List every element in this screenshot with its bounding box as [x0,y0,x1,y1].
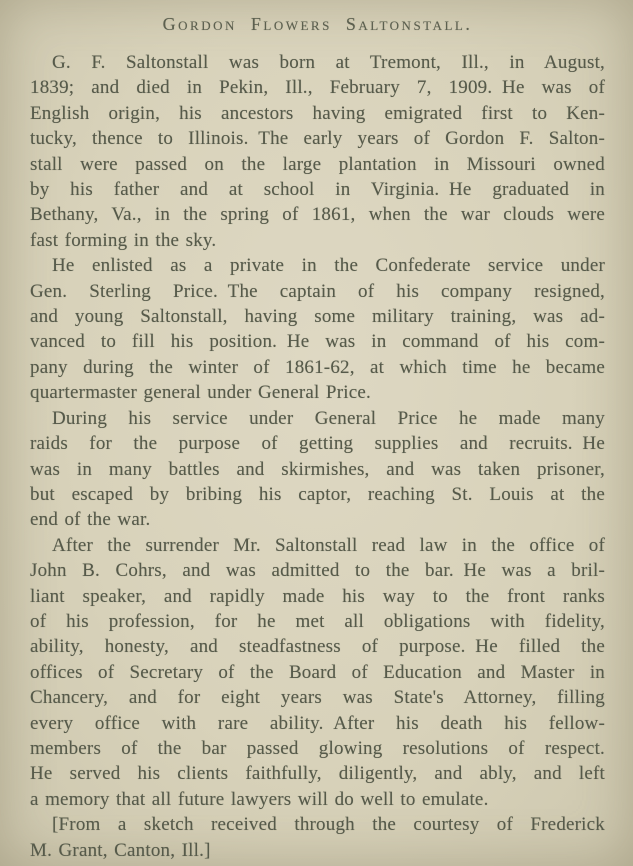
text-line: liant speaker, and rapidly made his way to the front ranks [30,585,605,607]
text-line: He served his clients faithfully, diligently, and ably, and left [30,763,605,785]
text-line: tucky, thence to Illinois. The early years of Gordon F. Salton- [30,128,605,150]
text-line: [From a sketch received through the courtesy of Frederick [52,814,605,836]
text-line: offices of Secretary of the Board of Education and Master in [30,661,605,683]
paragraph [30,50,605,253]
text-line: a memory that all future lawyers will do well to emulate. [30,788,489,810]
text-line: John B. Cohrs, and was admitted to the bar. He was a bril- [30,560,605,582]
text-line: M. Grant, Canton, Ill.] [30,839,211,861]
text-line: was in many battles and skirmishes, and was taken prisoner, [30,458,605,480]
paragraph [30,812,605,863]
text-line: quartermaster general under General Price. [30,382,371,404]
page-body [30,50,605,863]
text-line: During his service under General Price he made many [52,407,605,429]
paragraph [30,406,605,533]
text-line: After the surrender Mr. Saltonstall read law in the office of [52,534,605,556]
text-line: of his profession, for he met all obligations with fidelity, [30,610,605,632]
text-line: pany during the winter of 1861-62, at which time he became [30,356,605,378]
text-line: Chancery, and for eight years was State's Attorney, filling [30,687,605,709]
text-line: ability, honesty, and steadfastness of purpose. He filled the [30,636,605,658]
paragraph [30,253,605,405]
text-line: stall were passed on the large plantation in Missouri owned [30,153,605,175]
text-line: vanced to fill his position. He was in command of his com- [30,331,605,353]
paragraph [30,533,605,812]
text-line: He enlisted as a private in the Confederate service under [52,255,605,277]
text-line: raids for the purpose of getting supplies and recruits. He [30,433,605,455]
text-line: but escaped by bribing his captor, reaching St. Louis at the [30,483,605,505]
text-line: 1839; and died in Pekin, Ill., February 7, 1909. He was of [30,77,605,99]
text-line: G. F. Saltonstall was born at Tremont, Ill., in August, [52,52,605,73]
text-line: Bethany, Va., in the spring of 1861, when the war clouds were [30,204,605,226]
text-line: Gen. Sterling Price. The captain of his company resigned, [30,280,605,302]
page-title: Gordon Flowers Saltonstall. [162,14,473,34]
text-line: members of the bar passed glowing resolutions of respect. [30,737,605,759]
text-line: by his father and at school in Virginia. He graduated in [30,179,605,201]
text-line: end of the war. [30,509,151,531]
text-line: every office with rare ability. After his death his fellow- [30,712,605,734]
text-line: English origin, his ancestors having emigrated first to Ken- [30,102,605,124]
text-line: fast forming in the sky. [30,229,217,251]
text-line: and young Saltonstall, having some military training, was ad- [30,306,605,328]
